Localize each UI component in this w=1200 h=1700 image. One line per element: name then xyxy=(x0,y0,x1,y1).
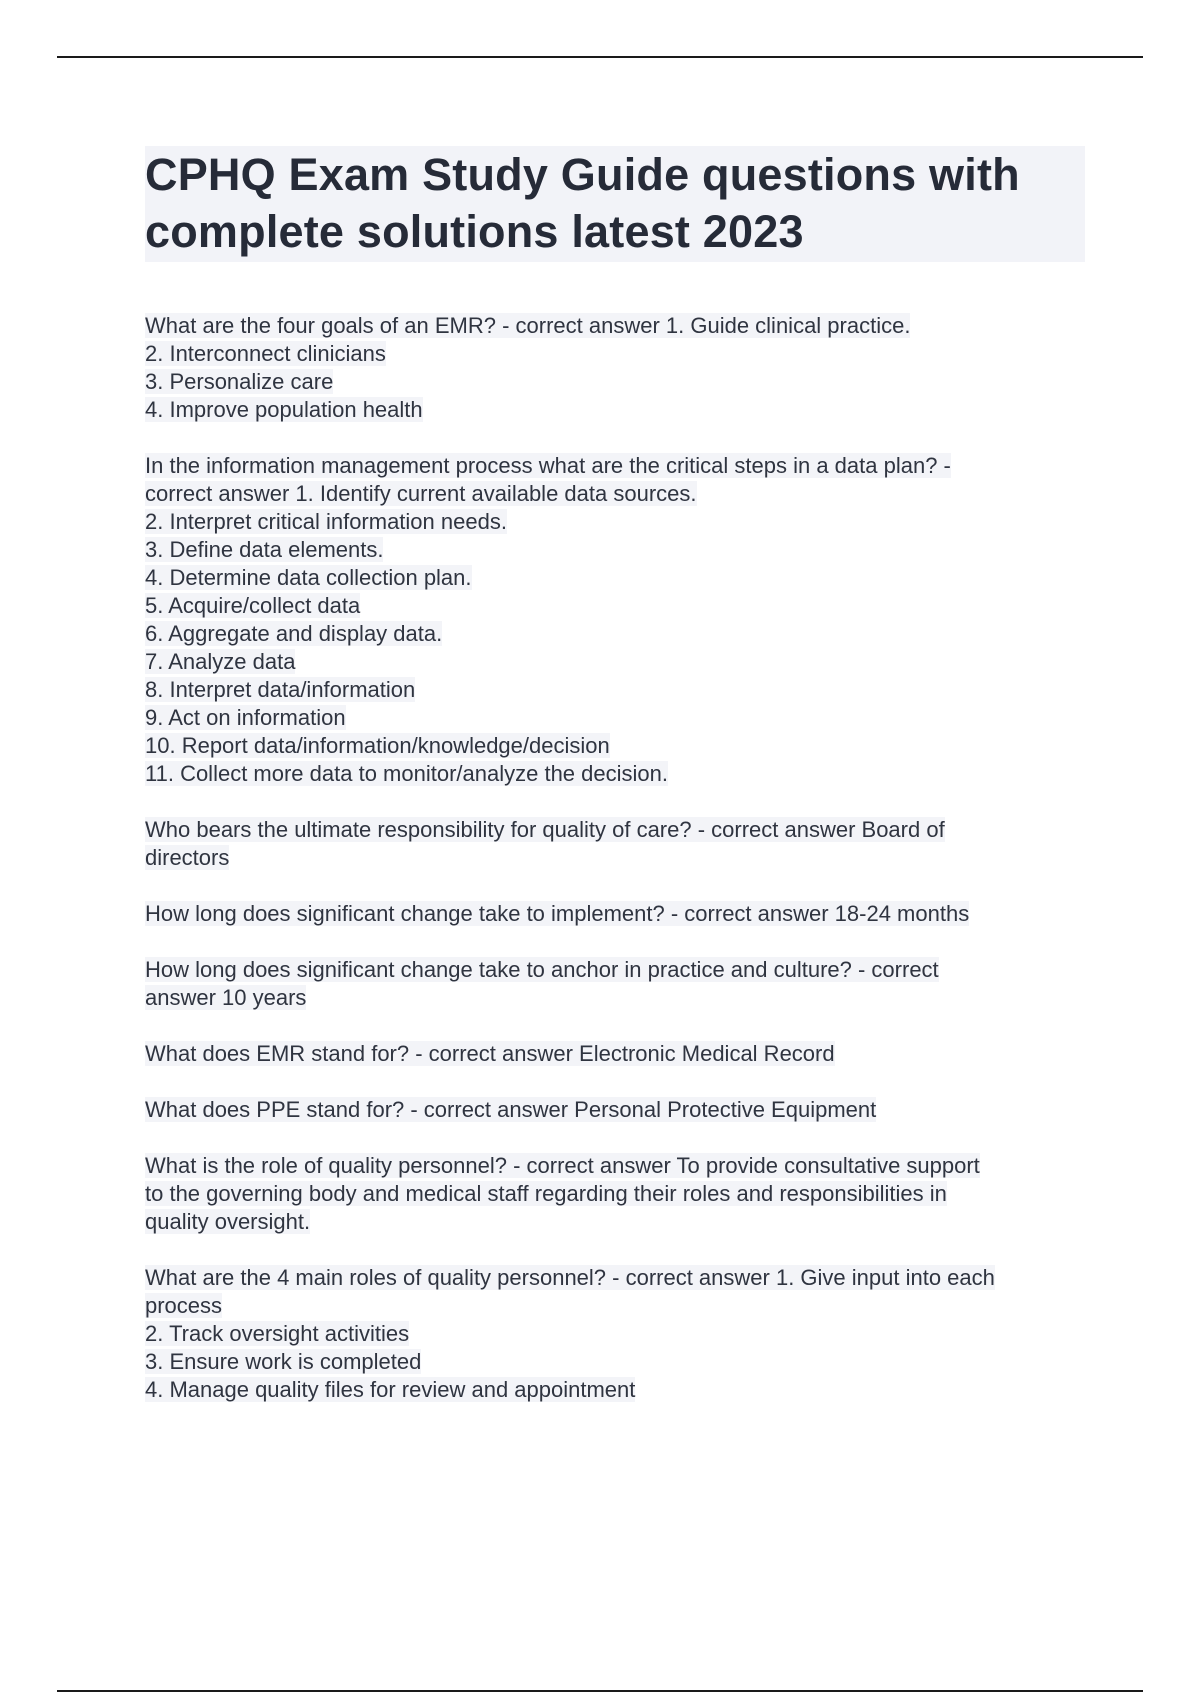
qa-line xyxy=(145,620,1095,648)
qa-line-text: 6. Aggregate and display data. xyxy=(145,621,443,646)
qa-line xyxy=(145,1348,1095,1376)
top-rule xyxy=(57,56,1143,58)
qa-line-text: How long does significant change take to implement? - correct answer 18-24 months xyxy=(145,901,970,926)
qa-line-text: correct answer 1. Identify current available data sources. xyxy=(145,481,697,506)
document-title xyxy=(145,146,1085,262)
qa-line xyxy=(145,704,1095,732)
qa-line xyxy=(145,1320,1095,1348)
qa-line xyxy=(145,900,1095,928)
bottom-rule xyxy=(57,1690,1143,1692)
qa-line xyxy=(145,396,1095,424)
qa-item xyxy=(145,900,1095,928)
qa-line xyxy=(145,1152,1095,1180)
qa-line xyxy=(145,1096,1095,1124)
qa-line-text: 4. Determine data collection plan. xyxy=(145,565,472,590)
qa-line-text: 3. Define data elements. xyxy=(145,537,384,562)
qa-line xyxy=(145,592,1095,620)
qa-line xyxy=(145,564,1095,592)
qa-line xyxy=(145,760,1095,788)
qa-line xyxy=(145,1208,1095,1236)
qa-line xyxy=(145,956,1095,984)
qa-line-text: process xyxy=(145,1293,223,1318)
qa-line-text: 5. Acquire/collect data xyxy=(145,593,361,618)
qa-item xyxy=(145,816,1095,872)
qa-line-text: 3. Personalize care xyxy=(145,369,334,394)
qa-line-text: 2. Interconnect clinicians xyxy=(145,341,386,366)
qa-line-text: 9. Act on information xyxy=(145,705,346,730)
qa-line-text: answer 10 years xyxy=(145,985,307,1010)
qa-line-text: What are the 4 main roles of quality personnel? - correct answer 1. Give input into each xyxy=(145,1265,995,1290)
qa-line-text: What is the role of quality personnel? - correct answer To provide consultative support xyxy=(145,1153,980,1178)
qa-line-text: directors xyxy=(145,845,230,870)
qa-item xyxy=(145,956,1095,1012)
qa-line-text: 2. Track oversight activities xyxy=(145,1321,410,1346)
qa-line xyxy=(145,732,1095,760)
qa-line-text: Who bears the ultimate responsibility for quality of care? - correct answer Board of xyxy=(145,817,945,842)
qa-line-text: quality oversight. xyxy=(145,1209,311,1234)
title-block xyxy=(145,146,1085,262)
qa-line-text: What does EMR stand for? - correct answer Electronic Medical Record xyxy=(145,1041,835,1066)
qa-line-text: 2. Interpret critical information needs. xyxy=(145,509,507,534)
qa-line-text: to the governing body and medical staff regarding their roles and responsibilities in xyxy=(145,1181,947,1206)
qa-line xyxy=(145,1292,1095,1320)
qa-line-text: What does PPE stand for? - correct answer Personal Protective Equipment xyxy=(145,1097,877,1122)
qa-line xyxy=(145,312,1095,340)
qa-line xyxy=(145,648,1095,676)
title-line-1: CPHQ Exam Study Guide questions with xyxy=(145,149,1020,200)
qa-line-text: 11. Collect more data to monitor/analyze the decision. xyxy=(145,761,668,786)
qa-line xyxy=(145,508,1095,536)
qa-line xyxy=(145,368,1095,396)
qa-line-text: 7. Analyze data xyxy=(145,649,296,674)
qa-line-text: What are the four goals of an EMR? - correct answer 1. Guide clinical practice. xyxy=(145,313,911,338)
qa-line xyxy=(145,676,1095,704)
qa-item xyxy=(145,1264,1095,1404)
qa-line xyxy=(145,844,1095,872)
qa-line-text: 4. Improve population health xyxy=(145,397,423,422)
qa-line-text: 4. Manage quality files for review and appointment xyxy=(145,1377,636,1402)
qa-line xyxy=(145,1264,1095,1292)
title-line-2: complete solutions latest 2023 xyxy=(145,206,804,257)
qa-line-text: How long does significant change take to anchor in practice and culture? - correct xyxy=(145,957,939,982)
qa-item xyxy=(145,1152,1095,1236)
qa-item xyxy=(145,312,1095,424)
qa-line xyxy=(145,984,1095,1012)
qa-line xyxy=(145,816,1095,844)
qa-line xyxy=(145,340,1095,368)
qa-line-text: 8. Interpret data/information xyxy=(145,677,416,702)
qa-item xyxy=(145,1040,1095,1068)
qa-item xyxy=(145,452,1095,788)
qa-line xyxy=(145,1040,1095,1068)
qa-item xyxy=(145,1096,1095,1124)
qa-line xyxy=(145,536,1095,564)
qa-list xyxy=(145,312,1095,1432)
qa-line-text: In the information management process what are the critical steps in a data plan? - xyxy=(145,453,951,478)
qa-line xyxy=(145,452,1095,480)
qa-line xyxy=(145,480,1095,508)
qa-line-text: 10. Report data/information/knowledge/decision xyxy=(145,733,610,758)
qa-line xyxy=(145,1180,1095,1208)
qa-line-text: 3. Ensure work is completed xyxy=(145,1349,422,1374)
qa-line xyxy=(145,1376,1095,1404)
